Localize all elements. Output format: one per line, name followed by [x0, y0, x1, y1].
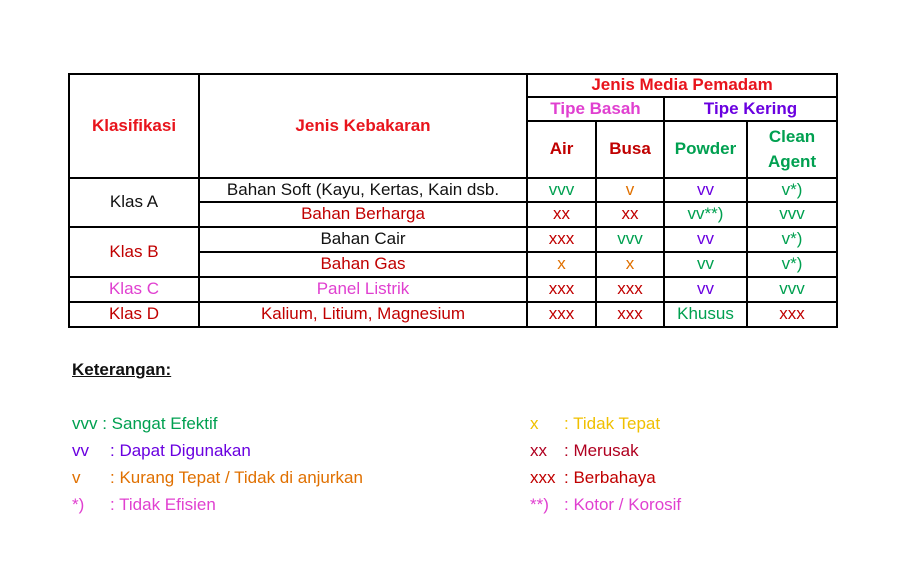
legend-key: xx	[530, 441, 547, 460]
header-powder: Powder	[664, 121, 747, 178]
air-cell: xxx	[527, 302, 596, 327]
table-row	[69, 227, 837, 252]
legend-key: *)	[72, 495, 85, 514]
legend-item-x	[530, 414, 660, 434]
busa-cell: v	[596, 178, 664, 202]
legend-key: x	[530, 414, 539, 433]
legend-key: xxx	[530, 468, 556, 487]
clean-cell: vvv	[747, 277, 837, 302]
header-klasifikasi: Klasifikasi	[69, 74, 199, 178]
legend-item-star2	[530, 495, 681, 515]
clean-cell: v*)	[747, 178, 837, 202]
table-row	[69, 178, 837, 202]
legend-text: : Merusak	[564, 441, 639, 460]
class-cell: Klas D	[69, 302, 199, 327]
class-cell: Klas B	[69, 227, 199, 277]
powder-cell: vv	[664, 227, 747, 252]
table-row	[69, 302, 837, 327]
legend-item-xx	[530, 441, 639, 461]
legend-item-star	[72, 495, 216, 515]
air-cell: x	[527, 252, 596, 277]
air-cell: xx	[527, 202, 596, 227]
clean-cell: xxx	[747, 302, 837, 327]
header-clean-agent: Clean Agent	[747, 121, 837, 178]
type-cell: Bahan Cair	[199, 227, 527, 252]
header-air: Air	[527, 121, 596, 178]
type-cell: Bahan Soft (Kayu, Kertas, Kain dsb.	[199, 178, 527, 202]
legend-text: : Dapat Digunakan	[110, 441, 251, 460]
type-cell: Panel Listrik	[199, 277, 527, 302]
header-busa: Busa	[596, 121, 664, 178]
busa-cell: xx	[596, 202, 664, 227]
legend-title: Keterangan:	[72, 360, 172, 379]
legend-item-xxx	[530, 468, 656, 488]
header-tipe-kering: Tipe Kering	[664, 97, 837, 121]
type-cell: Kalium, Litium, Magnesium	[199, 302, 527, 327]
class-cell: Klas A	[69, 178, 199, 227]
air-cell: xxx	[527, 227, 596, 252]
legend-text: : Tidak Efisien	[110, 495, 216, 514]
legend-item-vv	[72, 441, 251, 461]
busa-cell: vvv	[596, 227, 664, 252]
busa-cell: xxx	[596, 277, 664, 302]
class-cell: Klas C	[69, 277, 199, 302]
legend-text: : Berbahaya	[564, 468, 656, 487]
legend-key: vv	[72, 441, 89, 460]
header-media-group: Jenis Media Pemadam	[527, 74, 837, 97]
fire-classification-table	[68, 73, 838, 328]
clean-cell: v*)	[747, 252, 837, 277]
powder-cell: vv**)	[664, 202, 747, 227]
legend-text: : Sangat Efektif	[102, 414, 218, 433]
powder-cell: vv	[664, 252, 747, 277]
air-cell: vvv	[527, 178, 596, 202]
powder-cell: vv	[664, 277, 747, 302]
air-cell: xxx	[527, 277, 596, 302]
legend-item-vvv	[72, 414, 218, 434]
legend-key: vvv	[72, 414, 98, 433]
powder-cell: vv	[664, 178, 747, 202]
legend-text: : Kotor / Korosif	[564, 495, 682, 514]
table-row	[69, 277, 837, 302]
legend-text: : Tidak Tepat	[564, 414, 661, 433]
busa-cell: x	[596, 252, 664, 277]
type-cell: Bahan Berharga	[199, 202, 527, 227]
clean-cell: vvv	[747, 202, 837, 227]
legend-item-v	[72, 468, 363, 488]
legend-text: : Kurang Tepat / Tidak di anjurkan	[110, 468, 363, 487]
legend-key: **)	[530, 495, 549, 514]
header-tipe-basah: Tipe Basah	[527, 97, 664, 121]
clean-cell: v*)	[747, 227, 837, 252]
type-cell: Bahan Gas	[199, 252, 527, 277]
powder-cell: Khusus	[664, 302, 747, 327]
header-jenis-kebakaran: Jenis Kebakaran	[199, 74, 527, 178]
legend-key: v	[72, 468, 81, 487]
busa-cell: xxx	[596, 302, 664, 327]
